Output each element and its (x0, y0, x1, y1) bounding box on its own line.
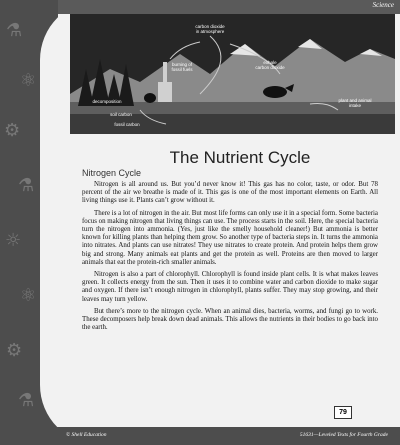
carbon-cycle-illustration (70, 14, 395, 134)
flask-icon: ⚗ (6, 20, 23, 41)
label-decomposition: decomposition (92, 99, 122, 104)
atom-icon: ⚛ (20, 70, 37, 91)
flask-icon: ⚗ (18, 390, 35, 411)
label-exhale-co2: exhale carbon dioxide (255, 60, 285, 70)
gear-icon: ⚙ (4, 120, 21, 141)
sun-icon: ☼ (5, 230, 22, 251)
label-soil-carbon: soil carbon (110, 112, 132, 117)
top-strip (58, 0, 400, 14)
label-co2-atmosphere: carbon dioxide in atmosphere (195, 24, 225, 34)
label-fossil-carbon: fossil carbon (114, 122, 140, 127)
flask-icon: ⚗ (18, 175, 35, 196)
footer (0, 427, 400, 445)
section-subtitle: Nitrogen Cycle (82, 168, 142, 178)
section-label: Science (372, 1, 394, 9)
paragraph: But there’s more to the nitrogen cycle. When an animal dies, bacteria, worms, and fungi go to work. These decomposers help break down dead animals. This allows the nutrients in their bodies to go back into the earth. (82, 307, 378, 332)
label-burning-fossil-fuels: burning of fossil fuels (171, 62, 193, 72)
atom-icon: ⚛ (20, 285, 37, 306)
gear-icon: ⚙ (6, 340, 23, 361)
page-title: The Nutrient Cycle (169, 148, 311, 167)
footer-publisher: © Shell Education (66, 432, 107, 438)
label-plant-animal-intake: plant and animal intake (338, 98, 372, 108)
paragraph: Nitrogen is also a part of chlorophyll. Chlorophyll is found inside plant cells. It is what makes leaves green. It collects energy from the sun. Then it uses it to combine water and carbon dioxide to make sugar and oxygen. If there isn’t enough nitrogen in chlorophyll, plants suffer. They may stop growing, and their leaves may turn yellow. (82, 271, 378, 303)
paragraph: There is a lot of nitrogen in the air. But most life forms can only use it in a special form. Some bacteria focus on making nitrogen that living things can use. The process starts in the soil. Here, the special bacteria turn the nitrogen into ammonia. (Yes, just like the smelly household cleaner!) But ammonia is better known for killing plants than helping them grow. So another type of bacteria steps in. It turns the ammonia into nitrates. And plants can use nitrates! They use nitrates to create protein. And protein helps them grow big and strong. Many animals eat plants and get the protein as well. Proteins are then moved to larger animals that eat the protein-rich smaller animals. (82, 209, 378, 266)
paragraph: Nitrogen is all around us. But you’d never know it! This gas has no color, taste, or odor. But 78 percent of the air we breathe is made of it. This gas is one of the most important elements on Earth. All living things use it. Plants can’t grow without it. (82, 181, 378, 205)
footer-book-title: 51631—Leveled Texts for Fourth Grade (299, 432, 388, 438)
page-number: 79 (334, 406, 352, 419)
article-body (82, 181, 378, 336)
